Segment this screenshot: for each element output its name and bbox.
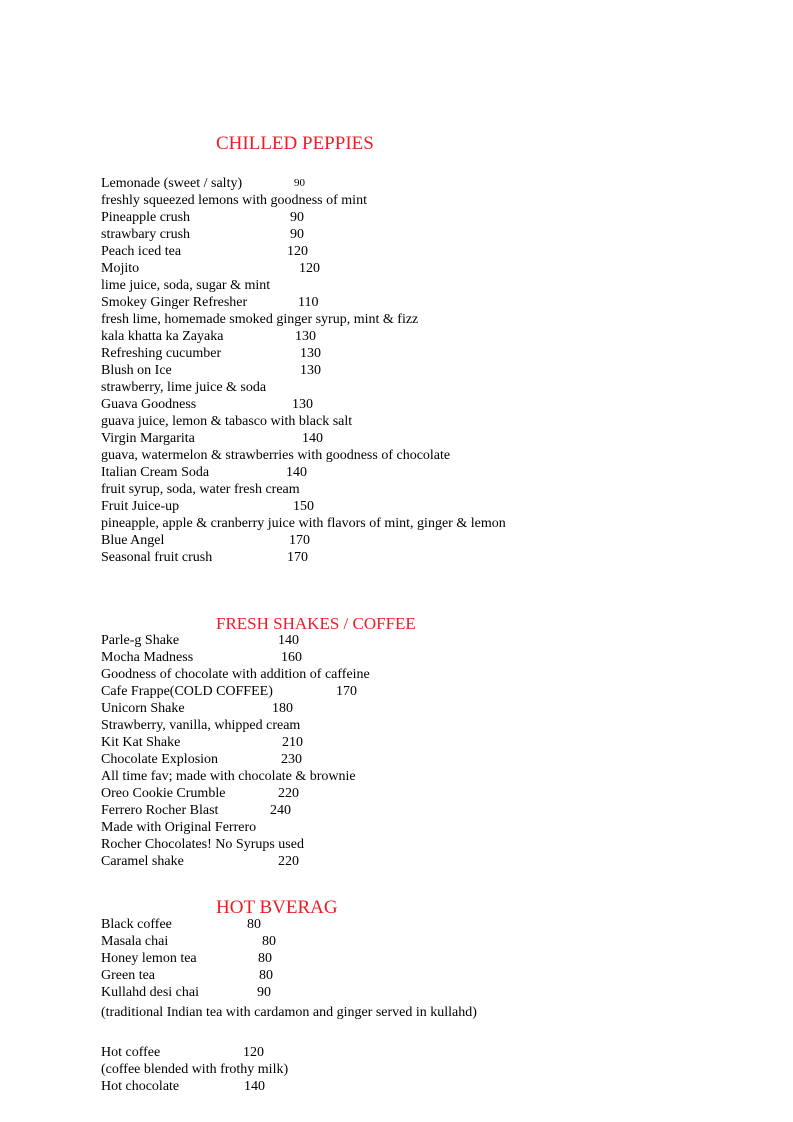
menu-item-price: 80 <box>247 917 261 932</box>
menu-item-price: 90 <box>290 227 304 242</box>
description-text: lime juice, soda, sugar & mint <box>101 278 271 293</box>
section-title-hot-beverages: HOT BVERAG <box>216 897 338 918</box>
menu-item-price: 110 <box>298 295 319 310</box>
menu-item-price: 240 <box>270 803 291 818</box>
description-text: Made with Original Ferrero <box>101 820 257 835</box>
menu-item-price: 230 <box>281 752 302 767</box>
menu-item-name: Parle-g Shake <box>101 633 180 648</box>
menu-item-name: Guava Goodness <box>101 397 197 412</box>
menu-item-name: Masala chai <box>101 934 169 949</box>
menu-item-price: 80 <box>258 951 272 966</box>
menu-item-price: 120 <box>287 244 308 259</box>
description-text: Rocher Chocolates! No Syrups used <box>101 837 304 852</box>
menu-item-price: 180 <box>272 701 293 716</box>
menu-item-name: Kullahd desi chai <box>101 985 199 1000</box>
menu-item-name: Refreshing cucumber <box>101 346 222 361</box>
menu-item-name: Mocha Madness <box>101 650 194 665</box>
menu-item-name: Pineapple crush <box>101 210 191 225</box>
menu-item-price: 140 <box>286 465 307 480</box>
menu-item-price: 80 <box>262 934 276 949</box>
menu-item-price: 130 <box>300 363 321 378</box>
menu-item-name: Honey lemon tea <box>101 951 197 966</box>
description-text: fruit syrup, soda, water fresh cream <box>101 482 300 497</box>
menu-item-name: Blue Angel <box>101 533 165 548</box>
menu-item-name: Kit Kat Shake <box>101 735 181 750</box>
menu-item-price: 170 <box>289 533 310 548</box>
description-text: guava, watermelon & strawberries with goodness of chocolate <box>101 448 451 463</box>
menu-item-price: 220 <box>278 854 299 869</box>
menu-item-price: 140 <box>302 431 323 446</box>
menu-item-name: Italian Cream Soda <box>101 465 210 480</box>
menu-item-price: 130 <box>300 346 321 361</box>
menu-item-price: 130 <box>295 329 316 344</box>
menu-item-name: Caramel shake <box>101 854 184 869</box>
menu-item-name: Seasonal fruit crush <box>101 550 213 565</box>
menu-item-name: Fruit Juice-up <box>101 499 180 514</box>
menu-item-name: Black coffee <box>101 917 172 932</box>
description-text: All time fav; made with chocolate & brownie <box>101 769 356 784</box>
menu-item-price: 80 <box>259 968 273 983</box>
menu-item-price: 120 <box>243 1045 264 1060</box>
menu-item-name: Peach iced tea <box>101 244 182 259</box>
menu-item-name: Blush on Ice <box>101 363 172 378</box>
menu-item-price: 120 <box>299 261 320 276</box>
description-text: (coffee blended with frothy milk) <box>101 1062 289 1077</box>
menu-item-name: Unicorn Shake <box>101 701 185 716</box>
menu-item-name: Lemonade (sweet / salty) <box>101 176 243 191</box>
menu-item-price: 170 <box>287 550 308 565</box>
menu-item-name: Chocolate Explosion <box>101 752 219 767</box>
menu-item-price: 220 <box>278 786 299 801</box>
menu-item-price: 150 <box>293 499 314 514</box>
description-text: (traditional Indian tea with cardamon and ginger served in kullahd) <box>101 1005 477 1020</box>
menu-item-name: kala khatta ka Zayaka <box>101 329 224 344</box>
menu-item-price: 90 <box>257 985 271 1000</box>
menu-item-name: Hot coffee <box>101 1045 161 1060</box>
menu-item-name: Ferrero Rocher Blast <box>101 803 219 818</box>
menu-item-price: 140 <box>278 633 299 648</box>
menu-item-name: Cafe Frappe(COLD COFFEE) <box>101 684 273 699</box>
description-text: strawberry, lime juice & soda <box>101 380 267 395</box>
description-text: Goodness of chocolate with addition of caffeine <box>101 667 370 682</box>
menu-item-name: Mojito <box>101 261 140 276</box>
menu-item-price: 130 <box>292 397 313 412</box>
menu-item-price: 210 <box>282 735 303 750</box>
menu-item-name: Oreo Cookie Crumble <box>101 786 226 801</box>
menu-item-price: 90 <box>290 210 304 225</box>
description-text: Strawberry, vanilla, whipped cream <box>101 718 301 733</box>
menu-item-name: Hot chocolate <box>101 1079 180 1094</box>
menu-item-price: 140 <box>244 1079 265 1094</box>
menu-item-name: Green tea <box>101 968 156 983</box>
menu-item-name: Virgin Margarita <box>101 431 195 446</box>
description-text: pineapple, apple & cranberry juice with flavors of mint, ginger & lemon <box>101 516 506 531</box>
description-text: freshly squeezed lemons with goodness of mint <box>101 193 367 208</box>
section-title-chilled-peppies: CHILLED PEPPIES <box>216 133 374 154</box>
description-text: guava juice, lemon & tabasco with black salt <box>101 414 353 429</box>
menu-item-price: 90 <box>294 177 305 189</box>
menu-item-name: Smokey Ginger Refresher <box>101 295 248 310</box>
menu-item-price: 160 <box>281 650 302 665</box>
description-text: fresh lime, homemade smoked ginger syrup, mint & fizz <box>101 312 419 327</box>
menu-item-price: 170 <box>336 684 357 699</box>
section-title-fresh-shakes-coffee: FRESH SHAKES / COFFEE <box>216 614 416 633</box>
menu-item-name: strawbary crush <box>101 227 191 242</box>
